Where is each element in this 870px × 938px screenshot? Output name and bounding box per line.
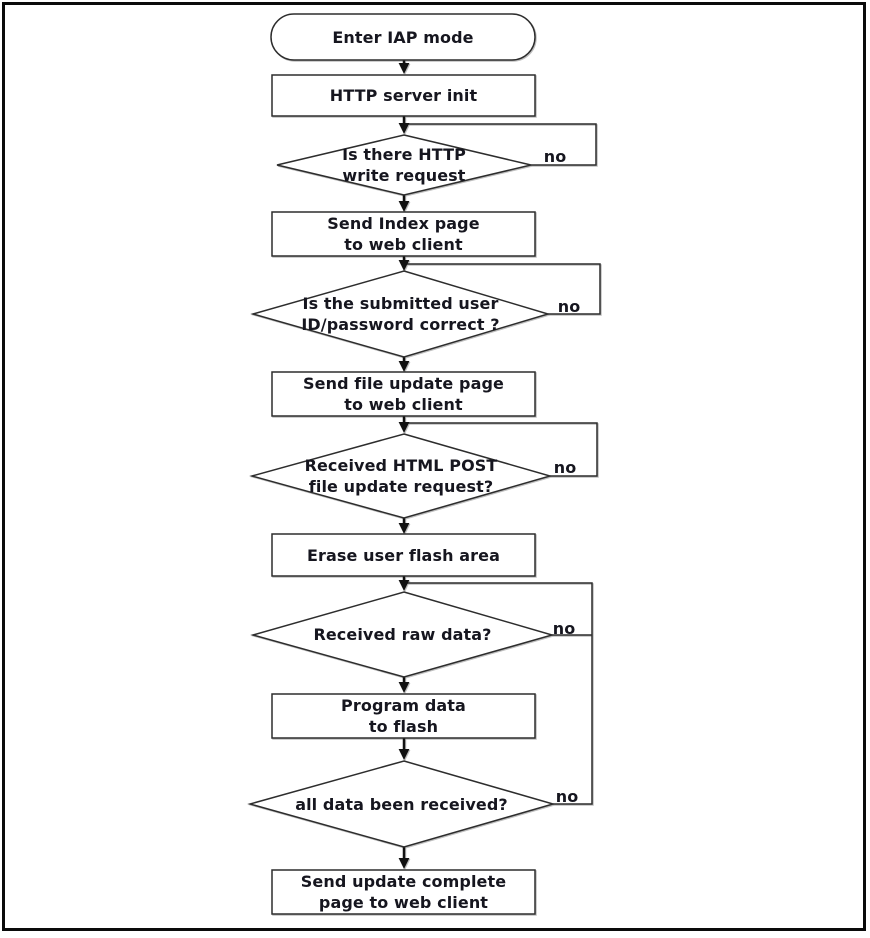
arrowhead-7 (399, 523, 410, 534)
arrowhead-6 (399, 422, 410, 433)
branch-label-no-1: no (543, 146, 567, 166)
label-line: Enter IAP mode (332, 27, 474, 47)
arrowhead-11 (399, 858, 410, 869)
process-send-index-page-shape (272, 212, 535, 256)
label-line: Erase user flash area (307, 545, 500, 565)
arrowhead-4 (399, 260, 410, 271)
arrowhead-8 (399, 580, 410, 591)
label-line: Received HTML POST (304, 456, 498, 475)
arrowhead-5 (399, 361, 410, 372)
process-erase-flash-shape (272, 534, 535, 576)
decision-http-write-request-shape (277, 135, 531, 195)
label-line: page to web client (318, 893, 489, 912)
label-line: HTTP server init (329, 86, 478, 105)
label-line: to flash (368, 717, 439, 736)
arrowhead-1 (399, 63, 410, 74)
label-line: Send update complete (300, 872, 507, 891)
label-line: Is the submitted user (302, 294, 499, 313)
terminator-enter-iap-shape (271, 14, 535, 60)
process-send-file-update-page-shape (272, 372, 535, 416)
branch-label-no-2: no (557, 296, 581, 316)
decision-all-data-shape (250, 761, 553, 847)
label-line: ID/password correct ? (301, 315, 500, 334)
arrowhead-2 (399, 123, 410, 134)
label-line: Send file update page (303, 374, 504, 393)
label-line: to web client (344, 395, 463, 414)
branch-label-no-5: no (555, 786, 579, 806)
label-line: Program data (341, 696, 466, 715)
decision-raw-data-shape (253, 592, 552, 677)
process-send-update-complete-shape (272, 870, 535, 914)
decision-html-post-shape (252, 434, 550, 518)
arrowhead-9 (399, 682, 410, 693)
label-line: all data been received? (295, 794, 508, 814)
label-line: Is there HTTP (342, 145, 466, 164)
arrowhead-10 (399, 749, 410, 760)
label-line: file update request? (308, 477, 494, 496)
decision-id-password-shape (253, 271, 548, 357)
label-line: Received raw data? (313, 625, 492, 644)
branch-label-no-4: no (552, 618, 576, 638)
label-line: to web client (344, 235, 463, 254)
arrowhead-3 (399, 201, 410, 212)
label-line: write request (342, 166, 466, 185)
process-http-server-init-shape (272, 75, 535, 116)
label-line: Send Index page (327, 214, 480, 233)
branch-label-no-3: no (553, 457, 577, 477)
process-program-data-shape (272, 694, 535, 738)
